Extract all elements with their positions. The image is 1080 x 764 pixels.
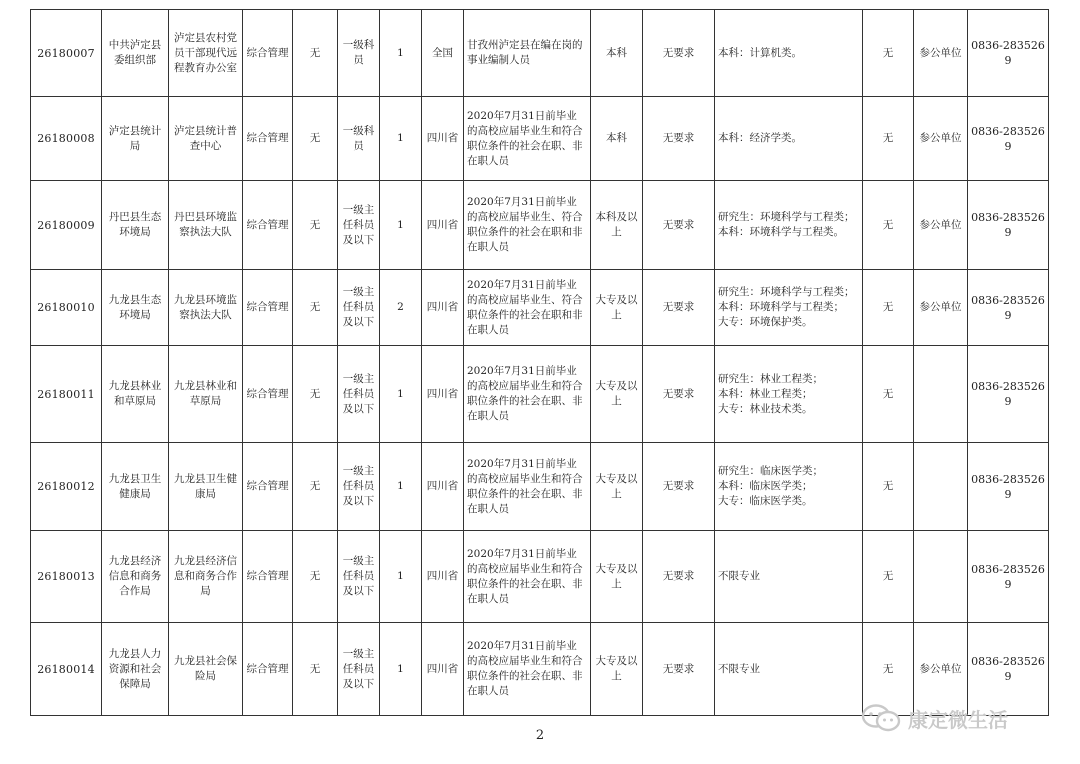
cell-unit-name [169, 97, 243, 181]
cell-recruitment-region [422, 346, 464, 443]
cell-degree-requirement [643, 346, 715, 443]
cell-department-name [102, 531, 169, 623]
cell-education-requirement [591, 181, 643, 270]
contact-phone-text: 0836-2835269 [971, 39, 1045, 67]
hiring-count-text: 1 [397, 662, 404, 675]
cell-recruitment-region [422, 443, 464, 531]
cell-other-requirement [863, 181, 914, 270]
education-requirement-text: 大专及以上 [595, 655, 638, 682]
cell-position-level [338, 623, 380, 716]
other-requirement-text: 无 [882, 218, 894, 231]
cell-major-requirement [715, 270, 863, 346]
hiring-count-text: 1 [397, 46, 404, 59]
cell-unit-name [169, 443, 243, 531]
position-category-text: 综合管理 [246, 218, 289, 231]
cell-recruitment-target [464, 270, 591, 346]
cell-recruitment-region [422, 270, 464, 346]
department-name-text: 九龙县人力资源和社会保障局 [108, 647, 162, 690]
recruitment-region-text: 四川省 [426, 570, 459, 582]
cell-education-requirement [591, 443, 643, 531]
watermark [860, 702, 1008, 734]
cell-position-code [31, 181, 102, 270]
cell-major-requirement [715, 10, 863, 97]
cell-recruitment-target [464, 531, 591, 623]
department-name-text: 中共泸定县委组织部 [108, 39, 162, 66]
unit-name-text: 丹巴县环境监察执法大队 [174, 211, 237, 238]
degree-requirement-text: 无要求 [662, 301, 695, 313]
table-row [31, 443, 1049, 531]
major-requirement-text: 研究生：林业工程类； 本科：林业工程类； 大专：林业技术类。 [718, 372, 823, 415]
grassroots-requirement-text: 无 [309, 570, 321, 582]
other-requirement-text: 无 [882, 480, 894, 492]
cell-grassroots-requirement [293, 346, 338, 443]
cell-other-requirement [863, 443, 914, 531]
recruitment-region-text: 四川省 [426, 662, 459, 675]
cell-position-level [338, 443, 380, 531]
recruitment-region-text: 全国 [432, 46, 453, 59]
cell-position-code [31, 270, 102, 346]
recruitment-target-text: 2020年7月31日前毕业的高校应届毕业生和符合职位条件的社会在职、非在职人员 [467, 109, 583, 167]
position-category-text: 综合管理 [246, 46, 289, 59]
cell-hiring-count [380, 443, 422, 531]
position-code-text: 26180014 [37, 662, 95, 676]
cell-position-level [338, 531, 380, 623]
unit-name-text: 泸定县统计普查中心 [174, 124, 237, 152]
cell-unit-name [169, 10, 243, 97]
unit-name-text: 九龙县经济信息和商务合作局 [174, 555, 237, 597]
cell-education-requirement [591, 270, 643, 346]
education-requirement-text: 本科及以上 [595, 211, 638, 238]
cell-other-requirement [863, 270, 914, 346]
department-name-text: 泸定县统计局 [108, 124, 162, 152]
grassroots-requirement-text: 无 [309, 46, 321, 59]
cell-contact-phone [968, 10, 1049, 97]
table-row [31, 346, 1049, 443]
cell-other-requirement [863, 97, 914, 181]
cell-grassroots-requirement [293, 181, 338, 270]
cell-unit-name [169, 181, 243, 270]
cell-recruitment-region [422, 181, 464, 270]
recruitment-target-text: 2020年7月31日前毕业的高校应届毕业生、符合职位条件的社会在职和非在职人员 [467, 278, 583, 336]
cell-remarks [914, 181, 968, 270]
department-name-text: 丹巴县生态环境局 [108, 211, 162, 238]
contact-phone-text: 0836-2835269 [971, 211, 1045, 239]
cell-degree-requirement [643, 10, 715, 97]
table-row [31, 97, 1049, 181]
position-category-text: 综合管理 [246, 387, 289, 400]
cell-contact-phone [968, 531, 1049, 623]
major-requirement-text: 研究生：环境科学与工程类； 本科：环境科学与工程类。 [718, 211, 855, 238]
recruitment-target-text: 2020年7月31日前毕业的高校应届毕业生和符合职位条件的社会在职、非在职人员 [467, 457, 583, 515]
cell-position-code [31, 443, 102, 531]
recruitment-target-text: 2020年7月31日前毕业的高校应届毕业生和符合职位条件的社会在职、非在职人员 [467, 640, 583, 697]
cell-remarks [914, 443, 968, 531]
watermark-text: 康定微生活 [908, 707, 1008, 732]
major-requirement-text: 本科：计算机类。 [718, 46, 802, 59]
cell-position-code [31, 623, 102, 716]
cell-position-level [338, 10, 380, 97]
cell-position-category [243, 270, 293, 346]
major-requirement-text: 不限专业 [718, 662, 760, 675]
wechat-logo-icon [860, 703, 902, 733]
cell-position-category [243, 623, 293, 716]
cell-grassroots-requirement [293, 97, 338, 181]
cell-department-name [102, 346, 169, 443]
cell-major-requirement [715, 181, 863, 270]
cell-recruitment-target [464, 10, 591, 97]
position-code-text: 26180010 [37, 301, 95, 314]
cell-recruitment-target [464, 346, 591, 443]
cell-position-level [338, 270, 380, 346]
contact-phone-text: 0836-2835269 [971, 293, 1045, 322]
grassroots-requirement-text: 无 [309, 132, 321, 144]
table-row [31, 181, 1049, 270]
position-category-text: 综合管理 [246, 570, 289, 582]
position-level-text: 一级主任科员及以下 [342, 555, 375, 597]
contact-phone-text: 0836-2835269 [971, 472, 1045, 501]
cell-remarks [914, 97, 968, 181]
other-requirement-text: 无 [882, 301, 894, 313]
cell-position-code [31, 97, 102, 181]
table-row [31, 10, 1049, 97]
cell-education-requirement [591, 10, 643, 97]
cell-position-code [31, 346, 102, 443]
position-level-text: 一级主任科员及以下 [342, 372, 375, 415]
remarks-text: 参公单位 [919, 662, 962, 675]
major-requirement-text: 本科：经济学类。 [718, 132, 802, 144]
position-category-text: 综合管理 [246, 132, 289, 144]
cell-recruitment-target [464, 181, 591, 270]
cell-grassroots-requirement [293, 531, 338, 623]
cell-grassroots-requirement [293, 10, 338, 97]
cell-degree-requirement [643, 623, 715, 716]
cell-department-name [102, 181, 169, 270]
cell-recruitment-target [464, 97, 591, 181]
education-requirement-text: 本科 [606, 46, 627, 59]
recruitment-region-text: 四川省 [426, 480, 459, 492]
education-requirement-text: 大专及以上 [595, 380, 638, 407]
cell-other-requirement [863, 531, 914, 623]
cell-degree-requirement [643, 270, 715, 346]
major-requirement-text: 研究生：临床医学类； 本科：临床医学类； 大专：临床医学类。 [718, 465, 823, 507]
department-name-text: 九龙县林业和草原局 [108, 380, 162, 407]
other-requirement-text: 无 [882, 570, 894, 582]
cell-major-requirement [715, 346, 863, 443]
cell-recruitment-target [464, 443, 591, 531]
cell-department-name [102, 10, 169, 97]
position-code-text: 26180012 [37, 480, 95, 493]
cell-position-category [243, 346, 293, 443]
cell-position-level [338, 346, 380, 443]
cell-remarks [914, 270, 968, 346]
hiring-count-text: 1 [397, 570, 404, 582]
degree-requirement-text: 无要求 [662, 218, 695, 231]
cell-unit-name [169, 270, 243, 346]
cell-unit-name [169, 346, 243, 443]
cell-unit-name [169, 531, 243, 623]
cell-position-level [338, 97, 380, 181]
department-name-text: 九龙县经济信息和商务合作局 [108, 555, 162, 597]
cell-degree-requirement [643, 443, 715, 531]
recruitment-target-text: 2020年7月31日前毕业的高校应届毕业生和符合职位条件的社会在职、非在职人员 [467, 365, 583, 422]
cell-hiring-count [380, 531, 422, 623]
position-category-text: 综合管理 [246, 480, 289, 492]
cell-grassroots-requirement [293, 443, 338, 531]
other-requirement-text: 无 [882, 132, 894, 144]
degree-requirement-text: 无要求 [662, 46, 695, 59]
cell-education-requirement [591, 623, 643, 716]
hiring-count-text: 1 [397, 480, 404, 492]
recruitment-table [30, 9, 1049, 716]
cell-grassroots-requirement [293, 270, 338, 346]
cell-remarks [914, 531, 968, 623]
cell-grassroots-requirement [293, 623, 338, 716]
cell-contact-phone [968, 270, 1049, 346]
education-requirement-text: 本科 [606, 132, 627, 144]
cell-contact-phone [968, 97, 1049, 181]
unit-name-text: 九龙县社会保险局 [174, 655, 237, 682]
cell-department-name [102, 623, 169, 716]
cell-hiring-count [380, 270, 422, 346]
department-name-text: 九龙县生态环境局 [108, 293, 162, 321]
cell-education-requirement [591, 97, 643, 181]
education-requirement-text: 大专及以上 [595, 472, 638, 500]
recruitment-region-text: 四川省 [426, 132, 459, 144]
cell-major-requirement [715, 97, 863, 181]
recruitment-region-text: 四川省 [426, 218, 459, 231]
unit-name-text: 泸定县农村党员干部现代远程教育办公室 [174, 31, 237, 74]
unit-name-text: 九龙县林业和草原局 [174, 380, 237, 407]
cell-major-requirement [715, 531, 863, 623]
cell-recruitment-region [422, 531, 464, 623]
major-requirement-text: 研究生：环境科学与工程类； 本科：环境科学与工程类； 大专：环境保护类。 [718, 286, 855, 328]
other-requirement-text: 无 [882, 662, 894, 675]
cell-contact-phone [968, 181, 1049, 270]
grassroots-requirement-text: 无 [309, 301, 321, 313]
position-code-text: 26180008 [37, 132, 95, 145]
position-level-text: 一级主任科员及以下 [342, 647, 375, 690]
position-code-text: 26180007 [37, 46, 95, 60]
contact-phone-text: 0836-2835269 [971, 562, 1045, 591]
cell-position-category [243, 531, 293, 623]
cell-hiring-count [380, 623, 422, 716]
grassroots-requirement-text: 无 [309, 387, 321, 400]
contact-phone-text: 0836-2835269 [971, 380, 1045, 408]
cell-recruitment-region [422, 10, 464, 97]
hiring-count-text: 1 [397, 132, 404, 144]
cell-position-code [31, 531, 102, 623]
recruitment-region-text: 四川省 [426, 387, 459, 400]
table-row [31, 270, 1049, 346]
hiring-count-text: 1 [397, 387, 404, 400]
cell-education-requirement [591, 531, 643, 623]
degree-requirement-text: 无要求 [662, 570, 695, 582]
position-level-text: 一级科员 [342, 39, 375, 66]
position-level-text: 一级主任科员及以下 [342, 203, 375, 246]
cell-hiring-count [380, 10, 422, 97]
recruitment-target-text: 2020年7月31日前毕业的高校应届毕业生和符合职位条件的社会在职、非在职人员 [467, 547, 583, 605]
cell-education-requirement [591, 346, 643, 443]
cell-other-requirement [863, 10, 914, 97]
degree-requirement-text: 无要求 [662, 480, 695, 492]
unit-name-text: 九龙县环境监察执法大队 [174, 293, 237, 321]
position-code-text: 26180009 [37, 218, 95, 232]
position-code-text: 26180013 [37, 570, 95, 583]
cell-position-category [243, 97, 293, 181]
cell-position-category [243, 443, 293, 531]
other-requirement-text: 无 [882, 46, 894, 59]
cell-position-category [243, 181, 293, 270]
hiring-count-text: 2 [397, 301, 404, 313]
cell-remarks [914, 10, 968, 97]
cell-hiring-count [380, 97, 422, 181]
cell-department-name [102, 97, 169, 181]
table-row [31, 531, 1049, 623]
recruitment-region-text: 四川省 [426, 301, 459, 313]
degree-requirement-text: 无要求 [662, 662, 695, 675]
degree-requirement-text: 无要求 [662, 132, 695, 144]
education-requirement-text: 大专及以上 [595, 562, 638, 590]
cell-position-code [31, 10, 102, 97]
recruitment-target-text: 甘孜州泸定县在编在岗的事业编制人员 [467, 39, 583, 66]
cell-position-level [338, 181, 380, 270]
cell-hiring-count [380, 181, 422, 270]
cell-contact-phone [968, 346, 1049, 443]
recruitment-target-text: 2020年7月31日前毕业的高校应届毕业生、符合职位条件的社会在职和非在职人员 [467, 196, 583, 253]
grassroots-requirement-text: 无 [309, 480, 321, 492]
position-code-text: 26180011 [37, 387, 95, 401]
cell-degree-requirement [643, 531, 715, 623]
major-requirement-text: 不限专业 [718, 570, 760, 582]
cell-position-category [243, 10, 293, 97]
cell-degree-requirement [643, 181, 715, 270]
grassroots-requirement-text: 无 [309, 662, 321, 675]
unit-name-text: 九龙县卫生健康局 [174, 472, 237, 500]
cell-recruitment-region [422, 97, 464, 181]
remarks-text: 参公单位 [919, 46, 962, 59]
education-requirement-text: 大专及以上 [595, 293, 638, 321]
cell-degree-requirement [643, 97, 715, 181]
remarks-text: 参公单位 [919, 218, 962, 231]
remarks-text: 参公单位 [919, 132, 962, 144]
position-level-text: 一级主任科员及以下 [342, 286, 375, 328]
cell-contact-phone [968, 443, 1049, 531]
cell-department-name [102, 443, 169, 531]
page-number: 2 [535, 728, 545, 743]
cell-major-requirement [715, 443, 863, 531]
contact-phone-text: 0836-2835269 [971, 655, 1045, 683]
position-category-text: 综合管理 [246, 662, 289, 675]
remarks-text: 参公单位 [919, 301, 962, 313]
cell-recruitment-target [464, 623, 591, 716]
position-level-text: 一级主任科员及以下 [342, 465, 375, 507]
contact-phone-text: 0836-2835269 [971, 124, 1045, 153]
other-requirement-text: 无 [882, 387, 894, 400]
position-category-text: 综合管理 [246, 301, 289, 313]
cell-other-requirement [863, 346, 914, 443]
cell-major-requirement [715, 623, 863, 716]
cell-recruitment-region [422, 623, 464, 716]
degree-requirement-text: 无要求 [662, 387, 695, 400]
department-name-text: 九龙县卫生健康局 [108, 472, 162, 500]
cell-unit-name [169, 623, 243, 716]
position-level-text: 一级科员 [342, 124, 375, 152]
cell-remarks [914, 346, 968, 443]
grassroots-requirement-text: 无 [309, 218, 321, 231]
cell-department-name [102, 270, 169, 346]
hiring-count-text: 1 [397, 218, 404, 231]
cell-hiring-count [380, 346, 422, 443]
